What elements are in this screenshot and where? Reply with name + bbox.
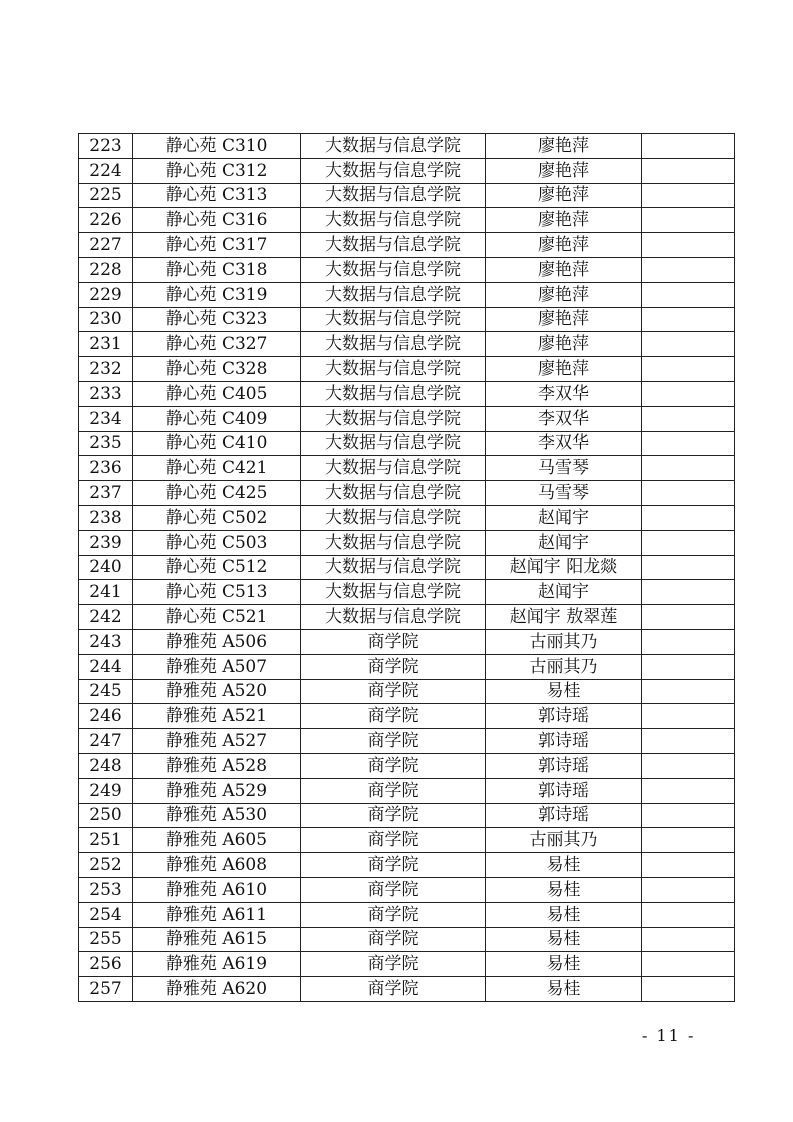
row-number-cell: 249 bbox=[79, 778, 133, 803]
note-cell bbox=[642, 134, 735, 159]
person-in-charge-cell: 易桂 bbox=[486, 679, 642, 704]
row-number-cell: 236 bbox=[79, 456, 133, 481]
room-cell: 静雅苑 A527 bbox=[133, 729, 301, 754]
note-cell bbox=[642, 406, 735, 431]
college-cell: 商学院 bbox=[301, 977, 486, 1002]
room-cell: 静雅苑 A615 bbox=[133, 927, 301, 952]
college-cell: 大数据与信息学院 bbox=[301, 406, 486, 431]
row-number-cell: 238 bbox=[79, 505, 133, 530]
person-in-charge-cell: 李双华 bbox=[486, 431, 642, 456]
table-row bbox=[79, 952, 735, 977]
note-cell bbox=[642, 902, 735, 927]
room-cell: 静心苑 C316 bbox=[133, 208, 301, 233]
row-number-cell: 240 bbox=[79, 555, 133, 580]
room-cell: 静心苑 C502 bbox=[133, 505, 301, 530]
room-cell: 静心苑 C323 bbox=[133, 307, 301, 332]
room-cell: 静心苑 C513 bbox=[133, 580, 301, 605]
table-row bbox=[79, 654, 735, 679]
person-in-charge-cell: 易桂 bbox=[486, 902, 642, 927]
room-cell: 静雅苑 A619 bbox=[133, 952, 301, 977]
room-cell: 静心苑 C319 bbox=[133, 282, 301, 307]
person-in-charge-cell: 易桂 bbox=[486, 877, 642, 902]
person-in-charge-cell: 马雪琴 bbox=[486, 481, 642, 506]
room-cell: 静雅苑 A529 bbox=[133, 778, 301, 803]
person-in-charge-cell: 廖艳萍 bbox=[486, 183, 642, 208]
room-cell: 静心苑 C310 bbox=[133, 134, 301, 159]
person-in-charge-cell: 李双华 bbox=[486, 406, 642, 431]
row-number-cell: 230 bbox=[79, 307, 133, 332]
room-cell: 静雅苑 A506 bbox=[133, 629, 301, 654]
person-in-charge-cell: 郭诗瑶 bbox=[486, 729, 642, 754]
note-cell bbox=[642, 307, 735, 332]
person-in-charge-cell: 廖艳萍 bbox=[486, 233, 642, 258]
room-cell: 静心苑 C425 bbox=[133, 481, 301, 506]
college-cell: 大数据与信息学院 bbox=[301, 282, 486, 307]
table-row bbox=[79, 629, 735, 654]
note-cell bbox=[642, 431, 735, 456]
person-in-charge-cell: 廖艳萍 bbox=[486, 282, 642, 307]
table-row bbox=[79, 828, 735, 853]
table-row bbox=[79, 183, 735, 208]
college-cell: 大数据与信息学院 bbox=[301, 605, 486, 630]
row-number-cell: 233 bbox=[79, 381, 133, 406]
table-row bbox=[79, 332, 735, 357]
college-cell: 商学院 bbox=[301, 877, 486, 902]
college-cell: 商学院 bbox=[301, 902, 486, 927]
person-in-charge-cell: 易桂 bbox=[486, 977, 642, 1002]
person-in-charge-cell: 廖艳萍 bbox=[486, 257, 642, 282]
college-cell: 大数据与信息学院 bbox=[301, 257, 486, 282]
room-cell: 静心苑 C405 bbox=[133, 381, 301, 406]
row-number-cell: 254 bbox=[79, 902, 133, 927]
note-cell bbox=[642, 753, 735, 778]
room-cell: 静心苑 C409 bbox=[133, 406, 301, 431]
table-row bbox=[79, 257, 735, 282]
row-number-cell: 247 bbox=[79, 729, 133, 754]
room-cell: 静心苑 C318 bbox=[133, 257, 301, 282]
row-number-cell: 251 bbox=[79, 828, 133, 853]
room-cell: 静雅苑 A620 bbox=[133, 977, 301, 1002]
college-cell: 大数据与信息学院 bbox=[301, 208, 486, 233]
person-in-charge-cell: 古丽其乃 bbox=[486, 654, 642, 679]
note-cell bbox=[642, 332, 735, 357]
room-cell: 静雅苑 A605 bbox=[133, 828, 301, 853]
college-cell: 大数据与信息学院 bbox=[301, 505, 486, 530]
person-in-charge-cell: 廖艳萍 bbox=[486, 357, 642, 382]
person-in-charge-cell: 赵闻宇 bbox=[486, 580, 642, 605]
note-cell bbox=[642, 555, 735, 580]
person-in-charge-cell: 廖艳萍 bbox=[486, 158, 642, 183]
college-cell: 商学院 bbox=[301, 952, 486, 977]
note-cell bbox=[642, 282, 735, 307]
row-number-cell: 256 bbox=[79, 952, 133, 977]
room-cell: 静雅苑 A608 bbox=[133, 853, 301, 878]
note-cell bbox=[642, 183, 735, 208]
table-row bbox=[79, 778, 735, 803]
room-cell: 静雅苑 A530 bbox=[133, 803, 301, 828]
college-cell: 商学院 bbox=[301, 729, 486, 754]
person-in-charge-cell: 赵闻宇 敖翠莲 bbox=[486, 605, 642, 630]
room-cell: 静心苑 C328 bbox=[133, 357, 301, 382]
room-cell: 静雅苑 A520 bbox=[133, 679, 301, 704]
row-number-cell: 227 bbox=[79, 233, 133, 258]
person-in-charge-cell: 易桂 bbox=[486, 853, 642, 878]
table-row bbox=[79, 406, 735, 431]
row-number-cell: 226 bbox=[79, 208, 133, 233]
row-number-cell: 244 bbox=[79, 654, 133, 679]
row-number-cell: 228 bbox=[79, 257, 133, 282]
row-number-cell: 246 bbox=[79, 704, 133, 729]
table-row bbox=[79, 505, 735, 530]
note-cell bbox=[642, 233, 735, 258]
note-cell bbox=[642, 381, 735, 406]
college-cell: 商学院 bbox=[301, 679, 486, 704]
note-cell bbox=[642, 853, 735, 878]
note-cell bbox=[642, 679, 735, 704]
note-cell bbox=[642, 580, 735, 605]
table-row bbox=[79, 580, 735, 605]
row-number-cell: 242 bbox=[79, 605, 133, 630]
row-number-cell: 237 bbox=[79, 481, 133, 506]
person-in-charge-cell: 郭诗瑶 bbox=[486, 704, 642, 729]
table-row bbox=[79, 803, 735, 828]
table-row bbox=[79, 158, 735, 183]
table-row bbox=[79, 679, 735, 704]
note-cell bbox=[642, 803, 735, 828]
row-number-cell: 241 bbox=[79, 580, 133, 605]
college-cell: 大数据与信息学院 bbox=[301, 332, 486, 357]
room-cell: 静心苑 C312 bbox=[133, 158, 301, 183]
note-cell bbox=[642, 456, 735, 481]
row-number-cell: 223 bbox=[79, 134, 133, 159]
college-cell: 大数据与信息学院 bbox=[301, 431, 486, 456]
note-cell bbox=[642, 704, 735, 729]
person-in-charge-cell: 古丽其乃 bbox=[486, 629, 642, 654]
note-cell bbox=[642, 530, 735, 555]
note-cell bbox=[642, 977, 735, 1002]
person-in-charge-cell: 易桂 bbox=[486, 927, 642, 952]
table-row bbox=[79, 729, 735, 754]
row-number-cell: 245 bbox=[79, 679, 133, 704]
note-cell bbox=[642, 481, 735, 506]
dormitory-table bbox=[78, 133, 735, 1002]
note-cell bbox=[642, 828, 735, 853]
person-in-charge-cell: 廖艳萍 bbox=[486, 307, 642, 332]
person-in-charge-cell: 廖艳萍 bbox=[486, 208, 642, 233]
table-body bbox=[79, 134, 735, 1002]
room-cell: 静心苑 C503 bbox=[133, 530, 301, 555]
room-cell: 静雅苑 A610 bbox=[133, 877, 301, 902]
college-cell: 大数据与信息学院 bbox=[301, 158, 486, 183]
row-number-cell: 243 bbox=[79, 629, 133, 654]
room-cell: 静心苑 C512 bbox=[133, 555, 301, 580]
page-number: - 11 - bbox=[642, 1026, 696, 1045]
table-row bbox=[79, 282, 735, 307]
person-in-charge-cell: 易桂 bbox=[486, 952, 642, 977]
college-cell: 大数据与信息学院 bbox=[301, 481, 486, 506]
table-row bbox=[79, 357, 735, 382]
room-cell: 静心苑 C410 bbox=[133, 431, 301, 456]
college-cell: 大数据与信息学院 bbox=[301, 555, 486, 580]
table-row bbox=[79, 853, 735, 878]
college-cell: 大数据与信息学院 bbox=[301, 357, 486, 382]
person-in-charge-cell: 廖艳萍 bbox=[486, 134, 642, 159]
person-in-charge-cell: 赵闻宇 bbox=[486, 530, 642, 555]
person-in-charge-cell: 廖艳萍 bbox=[486, 332, 642, 357]
table-row bbox=[79, 233, 735, 258]
row-number-cell: 257 bbox=[79, 977, 133, 1002]
table-row bbox=[79, 927, 735, 952]
row-number-cell: 239 bbox=[79, 530, 133, 555]
college-cell: 大数据与信息学院 bbox=[301, 580, 486, 605]
college-cell: 大数据与信息学院 bbox=[301, 381, 486, 406]
room-cell: 静雅苑 A611 bbox=[133, 902, 301, 927]
college-cell: 商学院 bbox=[301, 853, 486, 878]
college-cell: 大数据与信息学院 bbox=[301, 233, 486, 258]
room-cell: 静心苑 C317 bbox=[133, 233, 301, 258]
person-in-charge-cell: 马雪琴 bbox=[486, 456, 642, 481]
note-cell bbox=[642, 629, 735, 654]
table-row bbox=[79, 481, 735, 506]
table-row bbox=[79, 977, 735, 1002]
room-cell: 静雅苑 A521 bbox=[133, 704, 301, 729]
college-cell: 商学院 bbox=[301, 927, 486, 952]
row-number-cell: 250 bbox=[79, 803, 133, 828]
person-in-charge-cell: 赵闻宇 阳龙燚 bbox=[486, 555, 642, 580]
note-cell bbox=[642, 778, 735, 803]
person-in-charge-cell: 李双华 bbox=[486, 381, 642, 406]
table-row bbox=[79, 456, 735, 481]
note-cell bbox=[642, 952, 735, 977]
row-number-cell: 252 bbox=[79, 853, 133, 878]
table-row bbox=[79, 530, 735, 555]
row-number-cell: 229 bbox=[79, 282, 133, 307]
table-row bbox=[79, 605, 735, 630]
row-number-cell: 255 bbox=[79, 927, 133, 952]
row-number-cell: 225 bbox=[79, 183, 133, 208]
note-cell bbox=[642, 505, 735, 530]
room-cell: 静心苑 C313 bbox=[133, 183, 301, 208]
table-row bbox=[79, 307, 735, 332]
table-row bbox=[79, 877, 735, 902]
note-cell bbox=[642, 257, 735, 282]
room-cell: 静心苑 C327 bbox=[133, 332, 301, 357]
note-cell bbox=[642, 158, 735, 183]
note-cell bbox=[642, 927, 735, 952]
room-cell: 静雅苑 A507 bbox=[133, 654, 301, 679]
college-cell: 商学院 bbox=[301, 753, 486, 778]
note-cell bbox=[642, 877, 735, 902]
college-cell: 商学院 bbox=[301, 778, 486, 803]
college-cell: 大数据与信息学院 bbox=[301, 134, 486, 159]
person-in-charge-cell: 古丽其乃 bbox=[486, 828, 642, 853]
college-cell: 大数据与信息学院 bbox=[301, 307, 486, 332]
room-cell: 静心苑 C421 bbox=[133, 456, 301, 481]
table-row bbox=[79, 753, 735, 778]
person-in-charge-cell: 赵闻宇 bbox=[486, 505, 642, 530]
row-number-cell: 235 bbox=[79, 431, 133, 456]
college-cell: 大数据与信息学院 bbox=[301, 183, 486, 208]
college-cell: 大数据与信息学院 bbox=[301, 530, 486, 555]
college-cell: 商学院 bbox=[301, 629, 486, 654]
table-row bbox=[79, 381, 735, 406]
college-cell: 大数据与信息学院 bbox=[301, 456, 486, 481]
college-cell: 商学院 bbox=[301, 704, 486, 729]
person-in-charge-cell: 郭诗瑶 bbox=[486, 753, 642, 778]
table-row bbox=[79, 134, 735, 159]
table-row bbox=[79, 704, 735, 729]
college-cell: 商学院 bbox=[301, 828, 486, 853]
row-number-cell: 234 bbox=[79, 406, 133, 431]
row-number-cell: 232 bbox=[79, 357, 133, 382]
note-cell bbox=[642, 208, 735, 233]
note-cell bbox=[642, 605, 735, 630]
table-row bbox=[79, 431, 735, 456]
row-number-cell: 248 bbox=[79, 753, 133, 778]
college-cell: 商学院 bbox=[301, 803, 486, 828]
room-cell: 静心苑 C521 bbox=[133, 605, 301, 630]
room-cell: 静雅苑 A528 bbox=[133, 753, 301, 778]
person-in-charge-cell: 郭诗瑶 bbox=[486, 778, 642, 803]
college-cell: 商学院 bbox=[301, 654, 486, 679]
table-row bbox=[79, 555, 735, 580]
note-cell bbox=[642, 654, 735, 679]
note-cell bbox=[642, 357, 735, 382]
note-cell bbox=[642, 729, 735, 754]
row-number-cell: 231 bbox=[79, 332, 133, 357]
person-in-charge-cell: 郭诗瑶 bbox=[486, 803, 642, 828]
table-row bbox=[79, 902, 735, 927]
row-number-cell: 253 bbox=[79, 877, 133, 902]
table-row bbox=[79, 208, 735, 233]
row-number-cell: 224 bbox=[79, 158, 133, 183]
